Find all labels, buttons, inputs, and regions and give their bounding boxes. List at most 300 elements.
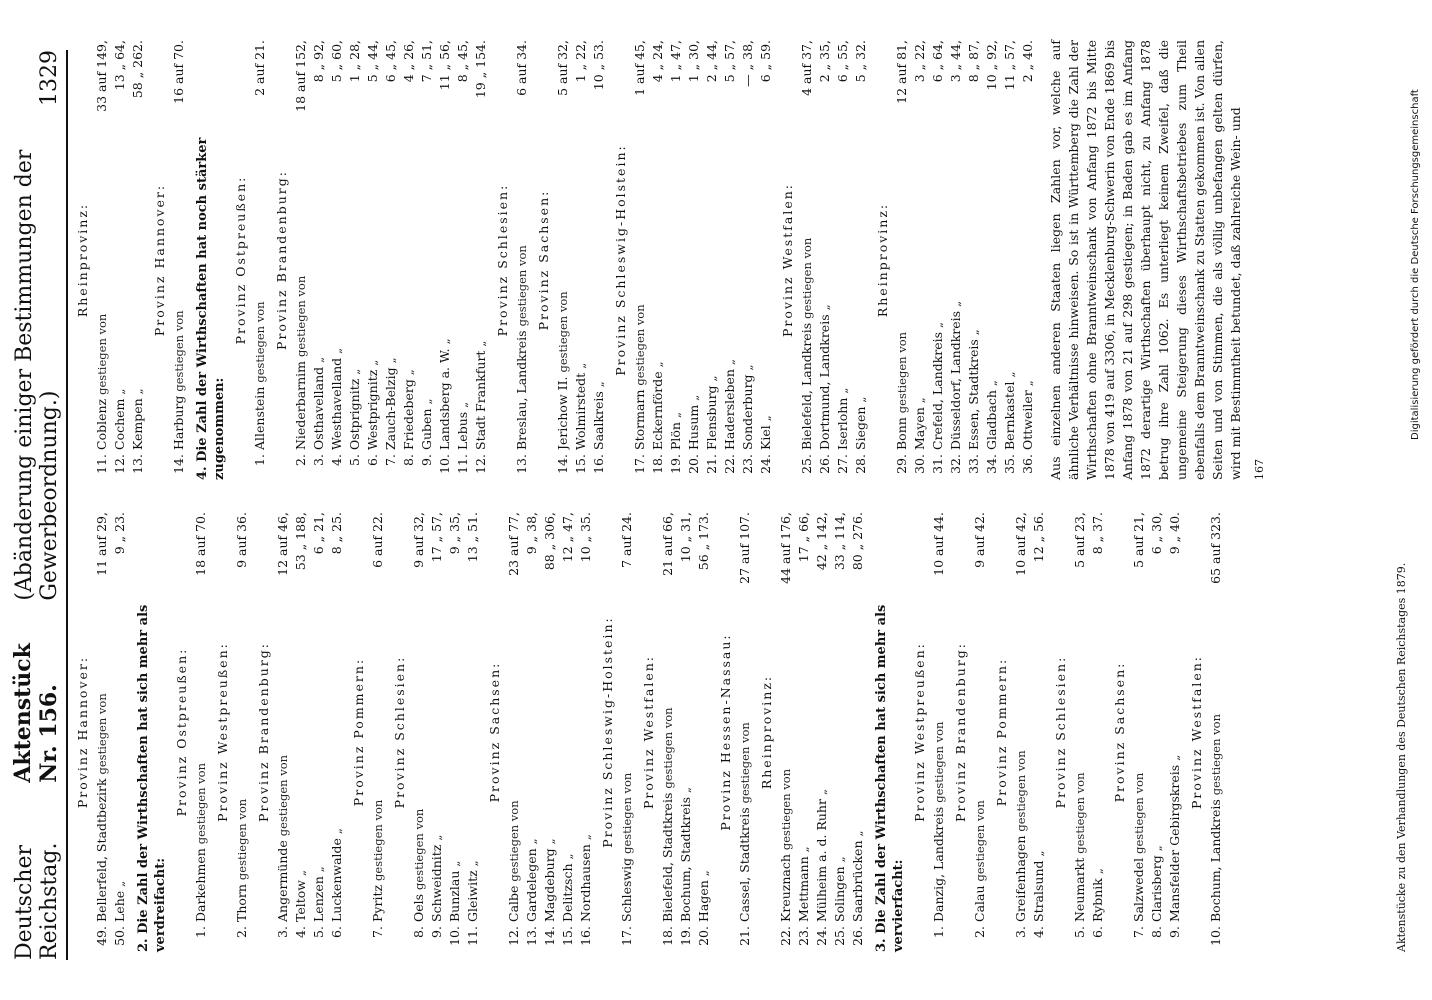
item-values: 12 auf 46, bbox=[275, 512, 290, 576]
item-values: 5 auf 23, bbox=[1072, 512, 1087, 568]
item-place: Gleiwitz bbox=[465, 870, 480, 922]
item-number: 35. bbox=[1002, 454, 1017, 474]
item-number: 7. bbox=[370, 926, 385, 938]
item-values: 10 „ 53. bbox=[591, 40, 606, 91]
item-place: Cassel, Stadtkreis bbox=[737, 807, 752, 922]
item-verb: „ bbox=[679, 787, 693, 793]
item-number: 12. bbox=[112, 454, 127, 474]
item-verb: gestiegen von bbox=[620, 772, 634, 854]
item-number: 7. bbox=[1131, 926, 1146, 938]
item-place: Harburg bbox=[171, 395, 186, 450]
item-number: 5. bbox=[347, 454, 362, 466]
item-values: 1 „ 28, bbox=[347, 40, 362, 83]
item-values: 11 auf 29, bbox=[94, 512, 109, 576]
item-place: Dortmund, Landkreis bbox=[817, 314, 832, 450]
item-place-cell bbox=[400, 194, 418, 450]
item-verb: gestiegen von bbox=[800, 237, 814, 319]
item-number: 2. bbox=[293, 454, 308, 466]
item-values: 56 „ 173. bbox=[696, 512, 711, 571]
item-values: 10 auf 44. bbox=[931, 512, 946, 576]
list-item bbox=[965, 40, 983, 480]
item-values: 4 „ 24, bbox=[650, 40, 665, 83]
item-place: Landsberg a. W. bbox=[437, 348, 452, 450]
item-number: 28. bbox=[853, 454, 868, 474]
list-item bbox=[1166, 512, 1184, 952]
item-place: Friedeberg bbox=[401, 379, 416, 450]
item-place: Ostprignitz bbox=[347, 378, 362, 450]
province-heading: Provinz Hannover: bbox=[152, 183, 167, 337]
item-number: 14. bbox=[542, 926, 557, 946]
item-place-cell bbox=[631, 194, 649, 450]
item-place: Calbe bbox=[506, 885, 521, 922]
item-values: 65 auf 323. bbox=[1208, 512, 1223, 584]
list-item bbox=[911, 40, 929, 480]
item-verb: „ bbox=[949, 300, 963, 307]
list-item bbox=[631, 40, 649, 480]
item-values: 21 auf 66, bbox=[660, 512, 675, 576]
item-place-cell bbox=[721, 194, 739, 450]
item-place: Lebus bbox=[455, 411, 470, 450]
item-number: 7. bbox=[383, 454, 398, 466]
item-verb: „ bbox=[697, 870, 711, 877]
item-place: Magdeburg bbox=[542, 848, 557, 922]
item-number: 17. bbox=[619, 926, 634, 946]
item-verb: „ bbox=[1021, 380, 1035, 387]
item-number: 3. bbox=[275, 926, 290, 938]
list-item bbox=[1089, 512, 1107, 952]
list-item bbox=[1030, 512, 1048, 952]
item-place: Bochum, Landkreis bbox=[1208, 799, 1223, 922]
item-verb: gestiegen von bbox=[412, 808, 426, 890]
item-place-cell bbox=[1130, 666, 1148, 922]
item-place: Nordhausen bbox=[578, 844, 593, 922]
item-values: 33 auf 149, bbox=[94, 40, 109, 112]
item-verb: „ bbox=[312, 866, 326, 873]
list-item bbox=[541, 512, 559, 952]
list-item bbox=[947, 40, 965, 480]
item-place: Bellerfeld, Stadtbezirk bbox=[94, 778, 109, 922]
list-item bbox=[233, 512, 251, 952]
item-values: 13 „ 64, bbox=[112, 40, 127, 91]
item-verb: gestiegen von bbox=[194, 763, 208, 845]
list-item bbox=[346, 40, 364, 480]
item-verb: gestiegen von bbox=[235, 798, 249, 881]
list-item bbox=[410, 512, 428, 952]
item-place-cell bbox=[983, 194, 1001, 450]
item-place: Breslau, Landkreis bbox=[514, 330, 529, 450]
item-values: 44 auf 176, bbox=[778, 512, 793, 584]
item-number: 34. bbox=[984, 454, 999, 474]
province-heading: Provinz Brandenburg: bbox=[256, 642, 271, 822]
item-values: 6 „ 45, bbox=[383, 40, 398, 83]
item-values: 7 auf 24. bbox=[619, 512, 634, 568]
province-heading: Provinz Hessen-Nassau: bbox=[718, 633, 733, 831]
list-item bbox=[418, 40, 436, 480]
item-place-cell bbox=[472, 194, 490, 450]
item-values: 7 „ 51, bbox=[419, 40, 434, 83]
list-item bbox=[757, 40, 775, 480]
item-values: 5 auf 21, bbox=[1131, 512, 1146, 568]
item-verb: gestiegen von bbox=[1132, 772, 1146, 854]
item-verb: gestiegen von bbox=[371, 799, 385, 881]
item-place-cell bbox=[618, 666, 636, 922]
item-verb: gestiegen von bbox=[895, 331, 909, 414]
item-values: 8 „ 45, bbox=[455, 40, 470, 83]
item-verb: „ bbox=[113, 388, 127, 395]
item-number: 1. bbox=[931, 926, 946, 938]
item-values: 42 „ 142, bbox=[814, 512, 829, 571]
list-item bbox=[1207, 512, 1225, 952]
province-heading: Provinz Brandenburg: bbox=[274, 170, 289, 350]
section-heading: 4. Die Zahl der Wirthschaften hat noch stärker zugenommen: bbox=[195, 137, 227, 480]
item-place-cell bbox=[464, 666, 482, 922]
list-item bbox=[695, 512, 713, 952]
list-item bbox=[513, 40, 531, 480]
item-number: 3. bbox=[311, 454, 326, 466]
item-place-cell bbox=[757, 194, 775, 450]
item-verb: „ bbox=[818, 304, 832, 311]
item-place: Flensburg bbox=[704, 385, 719, 450]
item-place: Mayen bbox=[912, 407, 927, 450]
list-item bbox=[736, 512, 754, 952]
item-number: 25. bbox=[832, 926, 847, 946]
item-verb: „ bbox=[330, 347, 344, 354]
list-item bbox=[577, 512, 595, 952]
item-values: 10 „ 35. bbox=[578, 512, 593, 563]
list-item bbox=[572, 40, 590, 480]
item-verb: gestiegen von bbox=[932, 721, 946, 803]
item-place: Guben bbox=[419, 408, 434, 450]
item-place: Ottweiler bbox=[1020, 390, 1035, 450]
item-place: Osthavelland bbox=[311, 366, 326, 450]
item-number: 10. bbox=[1208, 926, 1223, 946]
province-heading: Provinz Sachsen: bbox=[487, 661, 502, 803]
item-number: 26. bbox=[817, 454, 832, 474]
item-place-cell bbox=[572, 194, 590, 450]
item-number: 17. bbox=[632, 454, 647, 474]
item-values: 9 auf 32, bbox=[411, 512, 426, 568]
list-item bbox=[93, 512, 111, 952]
item-place-cell bbox=[129, 194, 147, 450]
page-header bbox=[10, 50, 68, 960]
item-verb: gestiegen von bbox=[779, 768, 793, 851]
item-number: 9. bbox=[1167, 926, 1182, 938]
item-verb: „ bbox=[851, 830, 865, 837]
item-place-cell bbox=[328, 194, 346, 450]
item-verb: „ bbox=[448, 860, 462, 867]
item-place-cell bbox=[798, 194, 816, 450]
item-place-cell bbox=[410, 666, 428, 922]
item-values: 8 „ 87, bbox=[966, 40, 981, 83]
list-item bbox=[364, 40, 382, 480]
item-place: Westhavelland bbox=[329, 357, 344, 450]
item-place: Thorn bbox=[234, 884, 249, 922]
item-values: 17 „ 57, bbox=[429, 512, 444, 563]
item-values: 8 „ 92, bbox=[311, 40, 326, 83]
item-place-cell bbox=[382, 194, 400, 450]
item-place-cell bbox=[446, 666, 464, 922]
item-place-cell bbox=[971, 666, 989, 922]
item-place: Danzig, Landkreis bbox=[931, 806, 946, 922]
list-item bbox=[400, 40, 418, 480]
item-place: Bochum, Stadtkreis bbox=[678, 796, 693, 922]
section-heading: 2. Die Zahl der Wirthschaften hat sich mehr als verdreifacht: bbox=[136, 604, 168, 952]
section-heading: 3. Die Zahl der Wirthschaften hat sich mehr als vervierfacht: bbox=[874, 604, 906, 952]
item-place: Iserlohn bbox=[835, 397, 850, 450]
item-values: 6 „ 21, bbox=[311, 512, 326, 555]
list-item bbox=[446, 512, 464, 952]
item-place: Luckenwalde bbox=[329, 838, 344, 922]
item-values: 88 „ 306, bbox=[542, 512, 557, 571]
item-number: 21. bbox=[737, 926, 752, 946]
list-item bbox=[1071, 512, 1089, 952]
list-item bbox=[559, 512, 577, 952]
list-item bbox=[685, 40, 703, 480]
item-place-cell bbox=[170, 194, 188, 450]
item-values: 9 „ 38, bbox=[524, 512, 539, 555]
list-item bbox=[328, 512, 346, 952]
item-place: Calau bbox=[972, 885, 987, 922]
item-verb: „ bbox=[759, 415, 773, 422]
item-values: 13 „ 51. bbox=[465, 512, 480, 563]
item-place-cell bbox=[893, 194, 911, 450]
item-values: 17 „ 66, bbox=[796, 512, 811, 563]
item-place-cell bbox=[577, 666, 595, 922]
list-item bbox=[893, 40, 911, 480]
item-place: Bielefeld, Stadtkreis bbox=[660, 792, 675, 922]
item-place: Angermünde bbox=[275, 840, 290, 922]
item-place-cell bbox=[1207, 666, 1225, 922]
item-number: 13. bbox=[130, 454, 145, 474]
item-verb: „ bbox=[705, 375, 719, 382]
item-verb: „ bbox=[366, 359, 380, 366]
list-item bbox=[464, 512, 482, 952]
item-place: Kiel bbox=[758, 425, 773, 450]
item-place: Mettmann bbox=[796, 856, 811, 922]
item-verb: „ bbox=[330, 828, 344, 835]
list-item bbox=[274, 512, 292, 952]
province-heading: Provinz Hannover: bbox=[75, 655, 90, 809]
item-verb: „ bbox=[579, 834, 593, 841]
item-place: Stadt Frankfurt bbox=[473, 350, 488, 450]
item-number: 19. bbox=[678, 926, 693, 946]
item-number: 8. bbox=[411, 926, 426, 938]
item-place-cell bbox=[965, 194, 983, 450]
item-verb: „ bbox=[348, 368, 362, 375]
item-values: 2 „ 40. bbox=[1020, 40, 1035, 83]
item-values: 10 „ 92, bbox=[984, 40, 999, 91]
item-place-cell bbox=[454, 194, 472, 450]
item-verb: gestiegen von bbox=[633, 304, 647, 386]
item-number: 20. bbox=[696, 926, 711, 946]
item-place-cell bbox=[929, 194, 947, 450]
item-place: Lehe bbox=[112, 890, 127, 922]
item-place-cell bbox=[813, 666, 831, 922]
item-number: 11. bbox=[94, 454, 109, 474]
header-left: Deutscher Reichstag. bbox=[12, 842, 62, 960]
item-values: 23 auf 77, bbox=[506, 512, 521, 576]
list-item bbox=[777, 512, 795, 952]
item-verb: „ bbox=[1032, 850, 1046, 857]
list-item bbox=[111, 40, 129, 480]
item-number: 9. bbox=[419, 454, 434, 466]
right-list bbox=[74, 40, 1037, 480]
list-item bbox=[798, 40, 816, 480]
list-item bbox=[292, 40, 310, 480]
item-place-cell bbox=[1001, 194, 1019, 450]
item-place-cell bbox=[192, 666, 210, 922]
item-values: 2 „ 44, bbox=[704, 40, 719, 83]
item-number: 22. bbox=[778, 926, 793, 946]
list-item bbox=[1130, 512, 1148, 952]
item-place-cell bbox=[1166, 666, 1184, 922]
item-place-cell bbox=[590, 194, 608, 450]
list-item bbox=[721, 40, 739, 480]
item-values: 5 „ 57, bbox=[722, 40, 737, 83]
item-number: 11. bbox=[465, 926, 480, 946]
item-place: Plön bbox=[668, 422, 683, 450]
item-number: 10. bbox=[447, 926, 462, 946]
item-place: Westprignitz bbox=[365, 369, 380, 450]
list-item bbox=[428, 512, 446, 952]
right-column bbox=[70, 40, 1268, 480]
item-place-cell bbox=[274, 666, 292, 922]
item-verb: „ bbox=[420, 398, 434, 405]
item-place-cell bbox=[703, 194, 721, 450]
list-item bbox=[590, 40, 608, 480]
item-place: Solingen bbox=[832, 866, 847, 922]
item-place: Niederbarnim bbox=[293, 360, 308, 450]
item-place: Cochem bbox=[112, 398, 127, 450]
item-place-cell bbox=[292, 666, 310, 922]
province-heading: Provinz Schleswig-Holstein: bbox=[613, 144, 628, 376]
item-values: 12 „ 47, bbox=[560, 512, 575, 563]
item-place-cell bbox=[418, 194, 436, 450]
item-values: 11 „ 57, bbox=[1002, 40, 1017, 91]
item-number: 14. bbox=[171, 454, 186, 474]
item-place: Salzwedel bbox=[1131, 857, 1146, 922]
item-place: Stralsund bbox=[1031, 860, 1046, 922]
item-place: Mansfelder Gebirgskreis bbox=[1167, 764, 1182, 922]
item-number: 15. bbox=[560, 926, 575, 946]
province-heading: Provinz Ostpreußen: bbox=[233, 175, 248, 345]
item-values: 5 auf 32, bbox=[555, 40, 570, 96]
item-place-cell bbox=[777, 666, 795, 922]
item-place-cell bbox=[310, 666, 328, 922]
province-heading: Rheinprovinz: bbox=[75, 202, 90, 318]
item-verb: „ bbox=[466, 860, 480, 867]
list-item bbox=[929, 40, 947, 480]
item-number: 15. bbox=[573, 454, 588, 474]
item-verb: gestiegen von bbox=[1209, 714, 1223, 796]
item-number: 31. bbox=[930, 454, 945, 474]
item-verb: „ bbox=[543, 838, 557, 845]
item-place: Zauch-Belzig bbox=[383, 367, 398, 450]
item-place-cell bbox=[1089, 666, 1107, 922]
item-verb: „ bbox=[312, 356, 326, 363]
item-number: 19. bbox=[668, 454, 683, 474]
item-values: 9 „ 35, bbox=[447, 512, 462, 555]
item-place-cell bbox=[346, 194, 364, 450]
province-heading: Provinz Westfalen: bbox=[780, 183, 795, 337]
item-number: 24. bbox=[814, 926, 829, 946]
item-values: 6 auf 34. bbox=[514, 40, 529, 96]
item-number: 1. bbox=[193, 926, 208, 938]
item-place-cell bbox=[736, 666, 754, 922]
item-place: Crefeld, Landkreis bbox=[930, 331, 945, 450]
item-place: Husum bbox=[686, 404, 701, 450]
item-values: 6 „ 64, bbox=[930, 40, 945, 83]
item-number: 24. bbox=[758, 454, 773, 474]
item-number: 16. bbox=[591, 454, 606, 474]
item-place-cell bbox=[554, 194, 572, 450]
item-place: Oels bbox=[411, 893, 426, 922]
province-heading: Provinz Westfalen: bbox=[1189, 655, 1204, 809]
item-number: 26. bbox=[850, 926, 865, 946]
item-place-cell bbox=[831, 666, 849, 922]
item-place-cell bbox=[310, 194, 328, 450]
list-item bbox=[454, 40, 472, 480]
item-place-cell bbox=[685, 194, 703, 450]
item-number: 10. bbox=[437, 454, 452, 474]
item-place-cell bbox=[739, 194, 757, 450]
item-place-cell bbox=[1019, 194, 1037, 450]
item-place: Coblenz bbox=[94, 398, 109, 450]
item-place: Clarisberg bbox=[1149, 855, 1164, 922]
item-place-cell bbox=[816, 194, 834, 450]
header-title: (Abänderung einiger Bestimmungen der Gewerbeordnung.) bbox=[12, 149, 62, 601]
item-verb: gestiegen von bbox=[661, 707, 675, 789]
item-place-cell bbox=[947, 194, 965, 450]
item-place-cell bbox=[292, 194, 310, 450]
item-values: 33 „ 114, bbox=[832, 512, 847, 571]
item-verb: gestiegen von bbox=[253, 301, 267, 383]
item-number: 16. bbox=[578, 926, 593, 946]
list-item bbox=[1012, 512, 1030, 952]
item-place: Neumarkt bbox=[1072, 857, 1087, 922]
item-place: Darkehmen bbox=[193, 848, 208, 922]
item-values: 2 auf 21. bbox=[252, 40, 267, 96]
item-values: 80 „ 276. bbox=[850, 512, 865, 571]
item-place-cell bbox=[834, 194, 852, 450]
left-column bbox=[70, 512, 1225, 952]
item-values: 9 „ 23. bbox=[112, 512, 127, 555]
item-place-cell bbox=[930, 666, 948, 922]
province-heading: Provinz Ostpreußen: bbox=[174, 647, 189, 817]
item-verb: gestiegen von bbox=[556, 291, 570, 373]
item-number: 33. bbox=[966, 454, 981, 474]
item-place-cell bbox=[93, 194, 111, 450]
item-verb: „ bbox=[525, 838, 539, 845]
item-verb: gestiegen von bbox=[738, 722, 752, 804]
item-place: Hagen bbox=[696, 880, 711, 922]
item-values: 5 „ 32. bbox=[853, 40, 868, 83]
item-number: 18. bbox=[660, 926, 675, 946]
item-place: Gladbach bbox=[984, 390, 999, 450]
item-place-cell bbox=[251, 194, 269, 450]
item-place-cell bbox=[369, 666, 387, 922]
item-values: 9 auf 42. bbox=[972, 512, 987, 568]
province-heading: Provinz Brandenburg: bbox=[953, 642, 968, 822]
item-values: 11 „ 56, bbox=[437, 40, 452, 91]
item-values: 2 „ 35, bbox=[817, 40, 832, 83]
item-verb: „ bbox=[931, 321, 945, 328]
item-number: 2. bbox=[234, 926, 249, 938]
item-verb: gestiegen von bbox=[515, 245, 529, 327]
item-number: 5. bbox=[311, 926, 326, 938]
item-values: 1 „ 22, bbox=[573, 40, 588, 83]
item-number: 20. bbox=[686, 454, 701, 474]
